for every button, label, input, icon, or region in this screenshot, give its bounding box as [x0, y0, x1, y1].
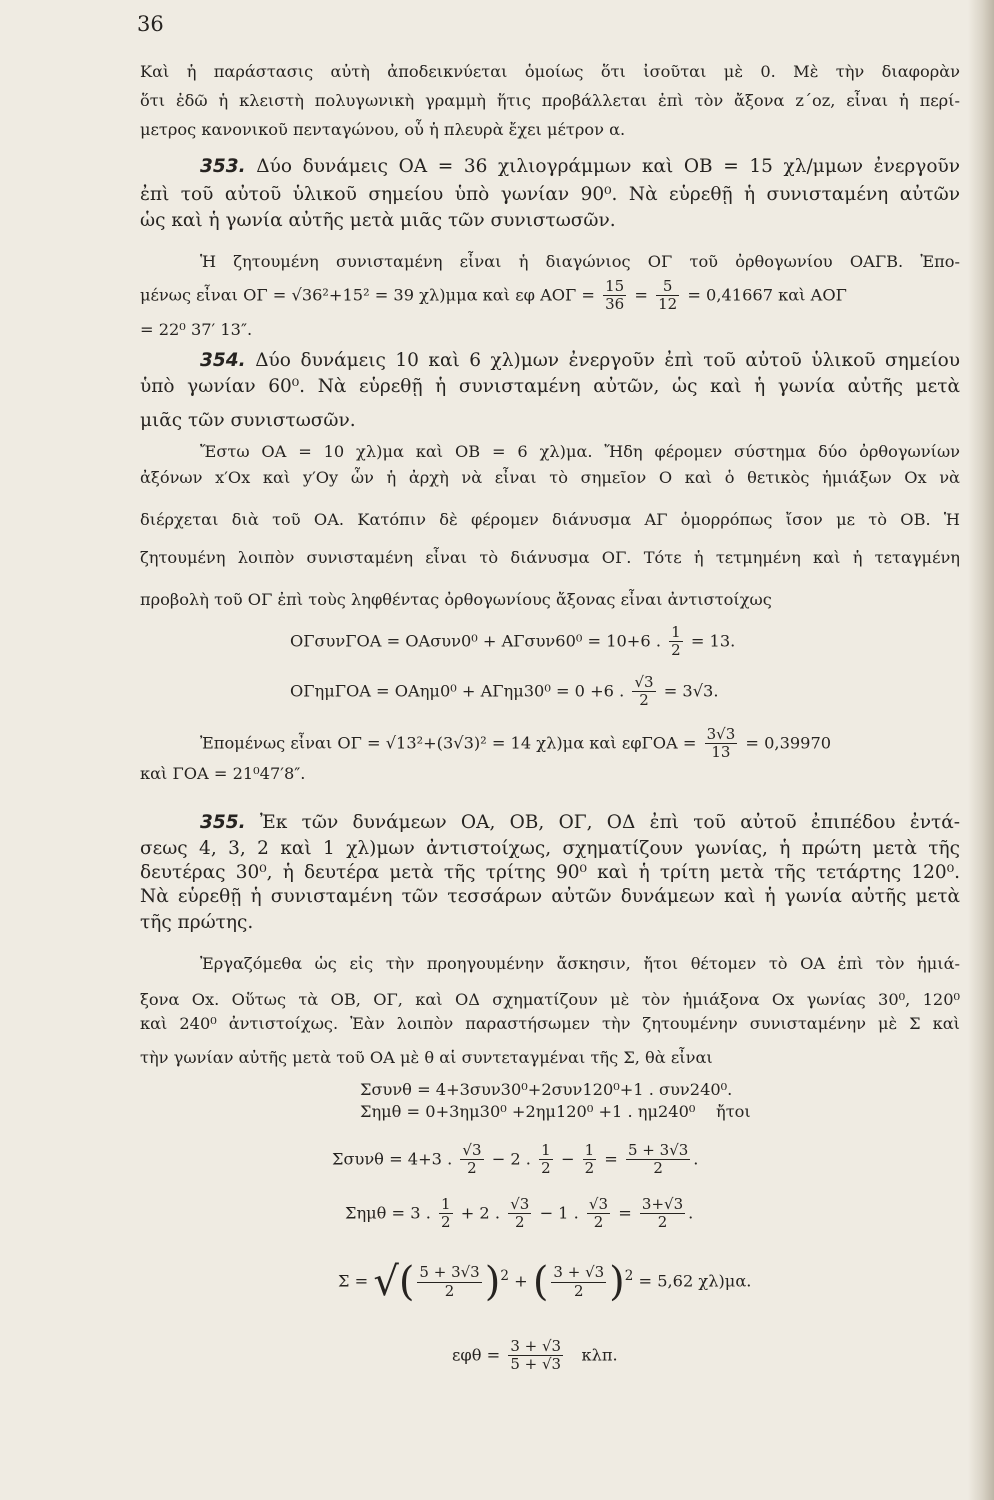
- equation: [200, 726, 960, 762]
- numerator: 3 + √3: [510, 1337, 562, 1355]
- equation: Σ = √( $\frac{5 + 3√3}{2}$ )$^2$ + ( $\frac{3 + √3}{2}$ )$^2$ = 5,62 χλ)μα.: [338, 1259, 752, 1305]
- equation-text: εφθ =: [452, 1345, 501, 1365]
- numerator: 1: [441, 1195, 451, 1213]
- solution-line: = 22⁰ 37′ 13″.: [140, 320, 253, 339]
- equation-text: + 2 .: [460, 1203, 501, 1223]
- equation-text: Σσυνθ = 4+3 .: [332, 1149, 453, 1169]
- fraction: [508, 1338, 563, 1374]
- denominator: 12: [658, 295, 678, 314]
- problem-line: ὑπὸ γωνίαν 60⁰. Νὰ εὑρεθῇ ἡ συνισταμένη αὐτῶν, ὡς καὶ ἡ γωνία αὐτῆς μετὰ: [140, 376, 960, 397]
- fraction: [551, 1264, 606, 1300]
- fraction: [669, 624, 683, 660]
- exercise-number: 354.: [200, 350, 246, 371]
- equation-text: ἤτοι: [716, 1102, 751, 1121]
- equation-text: Σ =: [338, 1271, 369, 1291]
- problem-line: Δύο δυνάμεις 10 καὶ 6 χλ)μων ἐνεργοῦν ἐπὶ τοῦ αὐτοῦ ὑλικοῦ σημείου: [255, 350, 960, 371]
- paren: ): [484, 1259, 501, 1305]
- solution-line: ζητουμένη λοιπὸν συνισταμένη εἶναι τὸ διάνυσμα ΟΓ. Τότε ἡ τετμημένη καὶ ἡ τεταγμένη: [140, 548, 960, 567]
- equation-text: ΟΓημΓΟΑ = ΟΑημ0⁰ + ΑΓημ30⁰ = 0 +6 .: [290, 681, 625, 701]
- denominator: 2: [514, 1213, 525, 1232]
- problem-line: Νὰ εὑρεθῇ ἡ συνισταμένη τῶν τεσσάρων αὐτῶν δυνάμεων καὶ ἡ γωνία αὐτῆς μετὰ: [140, 886, 960, 907]
- solution-line: καὶ ΓΟΑ = 21⁰47′8″.: [140, 764, 306, 783]
- numerator: 1: [671, 623, 681, 641]
- paragraph-line: ὅτι ἐδῶ ἡ κλειστὴ πολυγωνικὴ γραμμὴ ἥτις προβάλλεται ἐπὶ τὸν ἄξονα z΄oz, εἶναι ἡ περί-: [140, 91, 960, 110]
- equation-text: .: [693, 1149, 699, 1169]
- numerator: √3: [462, 1141, 482, 1159]
- exercise-355-title: [200, 812, 960, 834]
- problem-line: ὡς καὶ ἡ γωνία αὐτῆς μετὰ μιᾶς τῶν συνιστωσῶν.: [140, 210, 616, 231]
- numerator: 3+√3: [641, 1195, 684, 1213]
- solution-formula-line: μένως εἶναι ΟΓ = √36²+15² = 39 χλ)μμα καὶ εφ ΑΟΓ = $\frac{15}{36}$ = $\frac{5}{12}$ = 0,41667 καὶ ΑΟΓ: [140, 277, 847, 314]
- solution-line: Ἔστω ΟΑ = 10 χλ)μα καὶ ΟΒ = 6 χλ)μα. Ἤδη φέρομεν σύστημα δύο ὀρθογωνίων: [200, 442, 960, 461]
- problem-line: μιᾶς τῶν συνιστωσῶν.: [140, 410, 356, 431]
- solution-line: ξονα Ox. Οὕτως τὰ ΟΒ, ΟΓ, καὶ ΟΔ σχηματίζουν μὲ τὸν ἡμιάξονα Ox γωνίας 30⁰, 120⁰: [140, 990, 960, 1009]
- equation-text: = 5,62 χλ)μα.: [638, 1271, 752, 1291]
- problem-line: Δύο δυνάμεις ΟΑ = 36 χιλιογράμμων καὶ ΟΒ = 15 χλ/μμων ἐνεργοῦν: [256, 156, 960, 177]
- numerator: √3: [634, 673, 654, 691]
- formula-text: μένως εἶναι ΟΓ = √36²+15² = 39 χλ)μμα καὶ εφ ΑΟΓ =: [140, 285, 595, 305]
- solution-line: Ἡ ζητουμένη συνισταμένη εἶναι ἡ διαγώνιος ΟΓ τοῦ ὀρθογωνίου ΟΑΓΒ. Ἐπο-: [200, 252, 960, 271]
- fraction: [587, 1196, 610, 1232]
- solution-line: καὶ 240⁰ ἀντιστοίχως. Ἐὰν λοιπὸν παραστήσωμεν τὴν ζητουμένην συνισταμένην μὲ Σ καὶ: [140, 1014, 960, 1033]
- paren: (: [532, 1259, 549, 1305]
- denominator: 2: [657, 1213, 668, 1232]
- problem-line: Ἐκ τῶν δυνάμεων ΟΑ, ΟΒ, ΟΓ, ΟΔ ἐπὶ τοῦ αὐτοῦ ἐπιπέδου ἐντά-: [259, 812, 960, 833]
- denominator: 13: [711, 743, 731, 762]
- equation-text: .: [688, 1203, 694, 1223]
- denominator: 2: [593, 1213, 604, 1232]
- equation-text: ΟΓσυνΓΟΑ = ΟΑσυν0⁰ + ΑΓσυν60⁰ = 10+6 .: [290, 631, 661, 651]
- exercise-number: 355.: [200, 812, 246, 833]
- fraction: [603, 278, 626, 314]
- equation-text: =: [618, 1203, 632, 1223]
- root-sign: √: [373, 1259, 399, 1305]
- equation-text: +: [514, 1271, 528, 1291]
- numerator: 1: [584, 1141, 595, 1159]
- equation-text: Σημθ = 3 .: [345, 1203, 431, 1223]
- exercise-354-title: [200, 350, 960, 372]
- equation-text: = 3√3.: [663, 681, 719, 701]
- equation-text: − 1 .: [539, 1203, 579, 1223]
- denominator: 2: [441, 1213, 451, 1232]
- equation: [290, 624, 890, 660]
- paragraph-line: Καὶ ἡ παράστασις αὐτὴ ἀποδεικνύεται ὁμοίως ὅτι ἰσοῦται μὲ 0. Μὲ τὴν διαφορὰν: [140, 62, 960, 81]
- exercise-353-title: [200, 156, 960, 178]
- paragraph-line: μετρος κανονικοῦ πενταγώνου, οὗ ἡ πλευρὰ ἔχει μέτρον α.: [140, 120, 626, 139]
- equation: [360, 1102, 920, 1121]
- problem-line: ἐπὶ τοῦ αὐτοῦ ὑλικοῦ σημείου ὑπὸ γωνίαν 90⁰. Νὰ εὑρεθῇ ἡ συνισταμένη αὐτῶν: [140, 184, 960, 205]
- fraction: [656, 278, 679, 314]
- denominator: 5 + √3: [510, 1355, 562, 1374]
- numerator: 3√3: [706, 725, 736, 743]
- denominator: 2: [574, 1281, 584, 1300]
- fraction: [508, 1196, 531, 1232]
- formula-text: = 0,41667 καὶ ΑΟΓ: [687, 285, 847, 305]
- equation-text: −: [560, 1149, 575, 1169]
- exercise-number: 353.: [200, 156, 246, 177]
- solution-line: διέρχεται διὰ τοῦ ΟΑ. Κατόπιν δὲ φέρομεν διάνυσμα ΑΓ ὁμορρόπως ἴσον με τὸ ΟΒ. Ἡ: [140, 510, 960, 529]
- equation: [452, 1338, 852, 1374]
- equation-text: Ἐπομένως εἶναι ΟΓ = √13²+(3√3)² = 14 χλ)μα καὶ εφΓΟΑ =: [200, 733, 697, 753]
- equation-text: = 13.: [690, 631, 736, 651]
- equation-text: − 2 .: [491, 1149, 531, 1169]
- numerator: 3 + √3: [553, 1263, 605, 1282]
- fraction: [539, 1142, 553, 1178]
- denominator: 2: [639, 691, 649, 710]
- fraction: [439, 1196, 453, 1232]
- fraction: [626, 1142, 690, 1178]
- numerator: 1: [541, 1141, 551, 1159]
- fraction: [460, 1142, 483, 1178]
- numerator: 5: [656, 278, 679, 296]
- equation-text: =: [604, 1149, 618, 1169]
- numerator: 15: [605, 277, 625, 295]
- numerator: √3: [510, 1195, 530, 1213]
- fraction: [417, 1264, 481, 1300]
- solution-line: τὴν γωνίαν αὐτῆς μετὰ τοῦ ΟΑ μὲ θ αἱ συντεταγμέναι τῆς Σ, θὰ εἶναι: [140, 1048, 713, 1067]
- denominator: 2: [671, 641, 681, 660]
- numerator: 5 + 3√3: [628, 1141, 689, 1159]
- fraction: [640, 1196, 685, 1232]
- fraction: [632, 674, 655, 710]
- equation: [290, 674, 890, 710]
- denominator: 2: [584, 1159, 595, 1178]
- equation-text: = 0,39970: [745, 733, 832, 753]
- solution-line: Ἐργαζόμεθα ὡς εἰς τὴν προηγουμένην ἄσκησιν, ἤτοι θέτομεν τὸ ΟΑ ἐπὶ τὸν ἡμιά-: [200, 954, 960, 973]
- denominator: 2: [444, 1281, 455, 1300]
- numerator: 5 + 3√3: [419, 1263, 480, 1282]
- numerator: √3: [588, 1195, 609, 1213]
- denominator: 2: [467, 1159, 477, 1178]
- equation: [345, 1196, 945, 1232]
- paren: (: [398, 1259, 415, 1305]
- solution-line: προβολὴ τοῦ ΟΓ ἐπὶ τοὺς ληφθέντας ὀρθογωνίους ἄξονας εἶναι ἀντιστοίχως: [140, 590, 772, 609]
- solution-line: ἀξόνων x′Ox καὶ y′Oy ὧν ἡ ἀρχὴ νὰ εἶναι τὸ σημεῖον Ο καὶ ὁ θετικὸς ἡμιάξων Ox νὰ: [140, 468, 960, 487]
- equation-text: κλπ.: [581, 1345, 618, 1365]
- problem-line: δευτέρας 30⁰, ἡ δευτέρα μετὰ τῆς τρίτης 90⁰ καὶ ἡ τρίτη μετὰ τῆς τετάρτης 120⁰.: [140, 862, 960, 883]
- denominator: 2: [653, 1159, 663, 1178]
- fraction: [705, 726, 738, 762]
- denominator: 2: [541, 1159, 551, 1178]
- equation: [332, 1142, 932, 1178]
- equation: Σσυνθ = 4+3συν30⁰+2συν120⁰+1 . συν240⁰.: [360, 1080, 733, 1099]
- problem-line: σεως 4, 3, 2 καὶ 1 χλ)μων ἀντιστοίχως, σχηματίζουν γωνίας, ἡ πρώτη μετὰ τῆς: [140, 838, 960, 859]
- denominator: 36: [605, 295, 625, 314]
- problem-line: τῆς πρώτης.: [140, 912, 254, 933]
- equation-text: Σημθ = 0+3ημ30⁰ +2ημ120⁰ +1 . ημ240⁰: [360, 1102, 696, 1121]
- paren: ): [609, 1259, 625, 1305]
- page-number: 36: [137, 12, 164, 36]
- fraction: [583, 1142, 597, 1178]
